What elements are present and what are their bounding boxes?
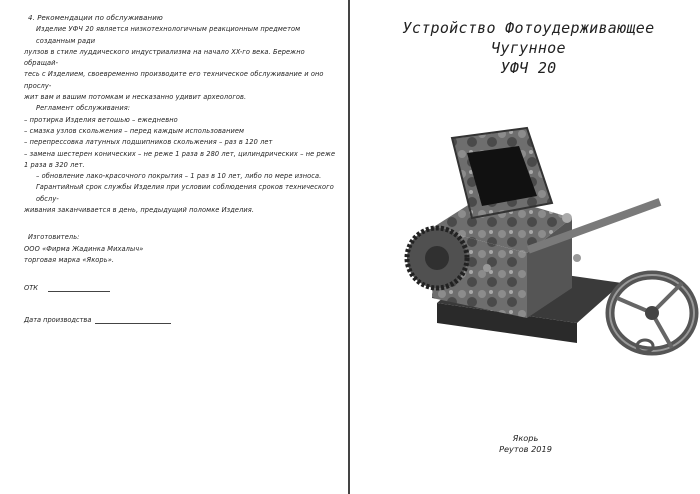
regulation-item: 1 раза в 320 лет.	[24, 160, 85, 169]
bolt	[573, 254, 581, 262]
gear-hub	[425, 246, 449, 270]
regulation-item: – замена шестерен конических – не реже 1 раза в 280 лет, цилиндрических – не реже	[24, 149, 336, 158]
production-date-line	[95, 322, 171, 324]
otk-label: ОТК	[24, 284, 38, 293]
otk-signature-line	[48, 290, 110, 292]
warranty-line: живания заканчивается в день, предыдущий поломке Изделия.	[24, 206, 255, 215]
cover-footer	[351, 433, 700, 455]
city-year: Реутов 2019	[499, 444, 552, 454]
regulation-item: – обновление лако-красочного покрытия – 1 раз в 10 лет, либо по мере износа.	[36, 172, 322, 181]
left-page	[0, 0, 349, 494]
bolt	[483, 264, 491, 272]
intro-line: лулзов в стиле луддического индустриализма на начало XX-го века. Бережно обращай-	[24, 47, 305, 68]
regulation-title: Регламент обслуживания:	[36, 104, 131, 113]
trademark: торговая марка «Якорь».	[24, 255, 115, 264]
title-line-1: Устройство Фотоудерживающее Чугунное	[402, 19, 655, 57]
regulation-item: – протирка Изделия ветошью – ежедневно	[24, 115, 178, 124]
regulation-item: – смазка узлов скольжения – перед каждым использованием	[24, 126, 245, 135]
intro-line: тесь с Изделием, своевременно производите его техническое обслуживание и оно прослу-	[24, 70, 324, 90]
right-page	[351, 0, 700, 494]
intro-line: жит вам и вашим потомкам и несказанно удивит археологов.	[24, 93, 247, 102]
otk-field	[24, 284, 339, 292]
manufacturer-label: Изготовитель:	[28, 233, 80, 242]
cover-title	[371, 18, 686, 78]
intro-line: Изделие УФЧ 20 является низкотехнологичным реакционным предметом созданным ради	[36, 25, 301, 45]
manufacturer-name: ООО «Фирма Жадинка Михалыч»	[24, 244, 144, 253]
device-photo	[377, 108, 700, 388]
handwheel-hub	[645, 306, 659, 320]
bolt	[562, 213, 572, 223]
warranty-line: Гарантийный срок службы Изделия при условии соблюдения сроков технического обслу-	[36, 183, 334, 203]
title-line-2: УФЧ 20	[500, 59, 557, 77]
regulation-item: – перепрессовка латунных подшипников скольжения – раз в 120 лет	[24, 138, 273, 147]
brand: Якорь	[512, 433, 539, 443]
production-date-field	[24, 316, 339, 324]
production-date-label: Дата производства	[24, 316, 92, 325]
section-heading: 4. Рекомендации по обслуживанию	[28, 14, 163, 22]
book-spine-divider	[348, 0, 350, 494]
